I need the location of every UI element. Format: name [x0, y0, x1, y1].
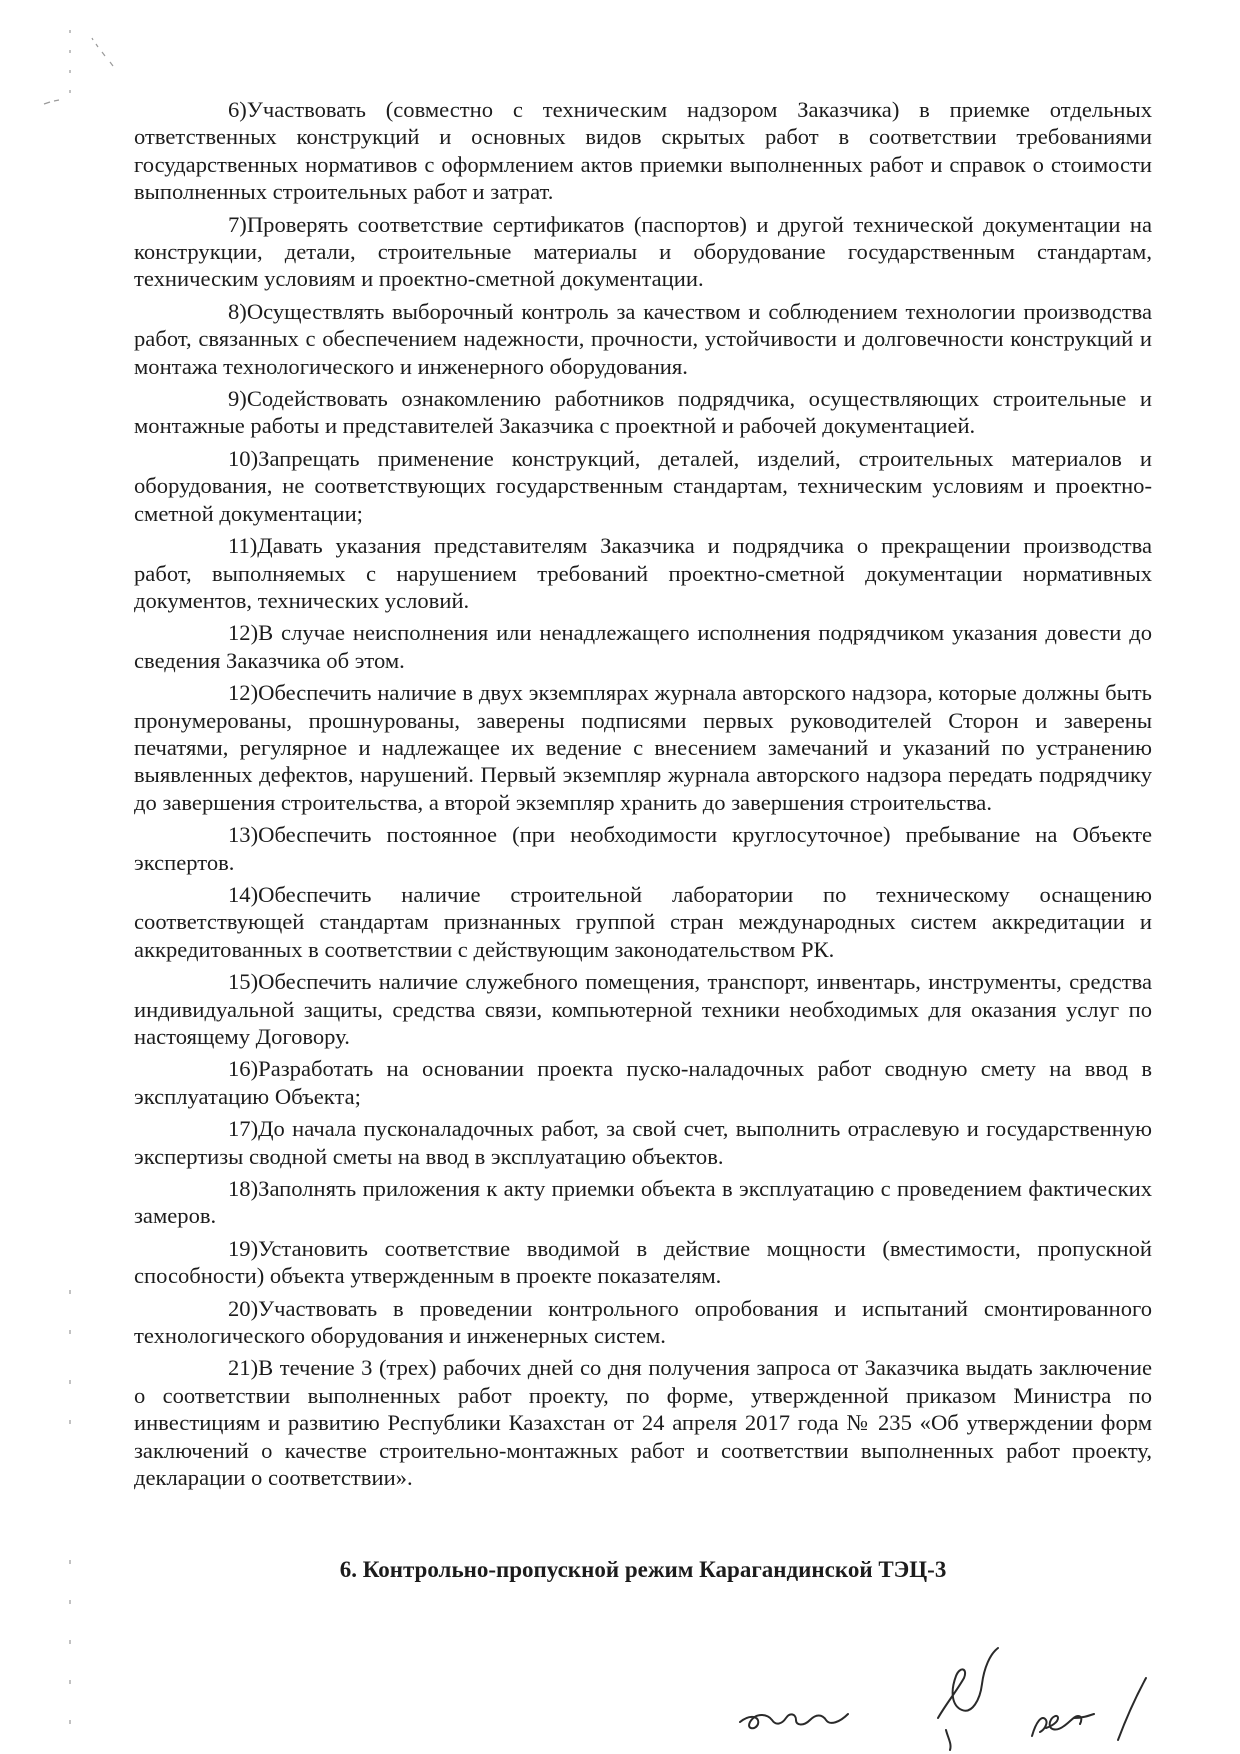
clause-text: Разработать на основании проекта пуско-наладочных работ сводную смету на ввод в эксплуатацию Объекта;: [134, 1056, 1152, 1109]
clause-6: [134, 96, 1152, 206]
clause-text: Давать указания представителям Заказчика и подрядчика о прекращении производства работ, выполняемых с нарушением требований проектно-сметной документации нормативных документов, технических условий.: [134, 533, 1152, 613]
clause-number: 18): [228, 1176, 259, 1202]
clause-number: 17): [228, 1116, 259, 1142]
scan-margin-marks: [0, 0, 140, 1754]
clause-number: 10): [228, 445, 259, 471]
clause-text: Проверять соответствие сертификатов (паспортов) и другой технической документации на конструкции, детали, строительные материалы и оборудование государственным стандартам, техническим условиям и проектно-сметной документации.: [134, 211, 1152, 292]
signature-2: [938, 1648, 998, 1750]
clause-text: Участвовать (совместно с техническим надзором Заказчика) в приемке отдельных ответственных конструкций и основных видов скрытых работ в соответствии требованиями государственных нормативов с оформлением актов приемки выполненных работ и справок о стоимости выполненных строительных работ и затрат.: [134, 97, 1152, 205]
clause-number: 19): [228, 1235, 259, 1261]
clause-15: [134, 968, 1152, 1050]
clause-12a: [134, 619, 1152, 674]
clause-text: До начала пусконаладочных работ, за свой счет, выполнить отраслевую и государственную экспертизы сводной сметы на ввод в эксплуатацию объектов.: [134, 1116, 1152, 1169]
clause-number: 12): [228, 620, 259, 646]
clause-text: Запрещать применение конструкций, деталей, изделий, строительных материалов и оборудования, не соответствующих государственным стандартам, техническим условиям и проектно-сметной документации;: [134, 445, 1152, 526]
clause-number: 14): [228, 881, 259, 907]
clause-number: 15): [228, 969, 259, 995]
clause-number: 20): [228, 1295, 259, 1321]
clause-number: 11): [228, 533, 258, 559]
contract-clauses: [134, 96, 1152, 1497]
clause-18: [134, 1175, 1152, 1230]
clause-text: В течение 3 (трех) рабочих дней со дня получения запроса от Заказчика выдать заключение о соответствии выполненных работ проекту, по форме, утвержденной приказом Министра по инвестициям и развитию Республики Казахстан от 24 апреля 2017 года № 235 «Об утверждении форм заключений о качестве строительно-монтажных работ и соответствии выполненных работ проекту, декларации о соответствии».: [134, 1355, 1152, 1491]
clause-7: [134, 211, 1152, 293]
clause-9: [134, 385, 1152, 440]
clause-text: Обеспечить наличие служебного помещения, транспорт, инвентарь, инструменты, средства индивидуальной защиты, средства связи, компьютерной техники необходимых для оказания услуг по настоящему Договору.: [134, 969, 1152, 1049]
clause-8: [134, 298, 1152, 380]
clause-number: 7): [228, 211, 247, 237]
clause-text: Установить соответствие вводимой в действие мощности (вместимости, пропускной способности) объекта утвержденным в проекте показателям.: [134, 1235, 1152, 1289]
clause-number: 9): [228, 386, 247, 412]
clause-text: Обеспечить постоянное (при необходимости круглосуточное) пребывание на Объекте экспертов.: [134, 822, 1152, 875]
clause-number: 8): [228, 298, 247, 324]
clause-17: [134, 1115, 1152, 1170]
clause-number: 21): [228, 1355, 259, 1381]
clause-text: В случае неисполнения или ненадлежащего исполнения подрядчиком указания довести до сведения Заказчика об этом.: [134, 620, 1152, 673]
handwritten-signatures: [720, 1612, 1180, 1752]
clause-20: [134, 1295, 1152, 1350]
clause-12b: [134, 679, 1152, 816]
clause-21: [134, 1354, 1152, 1491]
clause-text: Обеспечить наличие строительной лаборатории по техническому оснащению соответствующей стандартам признанных группой стран международных систем аккредитации и аккредитованных в соответствии с действующим законодательством РК.: [134, 881, 1152, 962]
clause-text: Участвовать в проведении контрольного опробования и испытаний смонтированного технологического оборудования и инженерных систем.: [134, 1295, 1152, 1349]
clause-13: [134, 821, 1152, 876]
clause-number: 12): [228, 680, 259, 706]
clause-number: 6): [228, 97, 247, 122]
clause-11: [134, 532, 1152, 614]
signature-1: [740, 1714, 848, 1728]
clause-text: Осуществлять выборочный контроль за качеством и соблюдением технологии производства работ, связанных с обеспечением надежности, прочности, устойчивости и долговечности конструкций и монтажа технологического и инженерного оборудования.: [134, 298, 1152, 379]
clause-text: Заполнять приложения к акту приемки объекта в эксплуатацию с проведением фактических замеров.: [134, 1176, 1152, 1229]
section-heading: 6. Контрольно-пропускной режим Карагандинской ТЭЦ-3: [339, 1557, 947, 1582]
clause-text: Обеспечить наличие в двух экземплярах журнала авторского надзора, которые должны быть пронумерованы, прошнурованы, заверены подписями первых руководителей Сторон и заверены печатями, регулярное и надлежащее их ведение с внесением замечаний и указаний по устранению выявленных дефектов, нарушений. Первый экземпляр журнала авторского надзора передать подрядчику до завершения строительства, а второй экземпляр хранить до завершения строительства.: [134, 680, 1152, 815]
clause-10: [134, 445, 1152, 527]
clause-14: [134, 881, 1152, 963]
signature-3: [1032, 1678, 1146, 1740]
clause-text: Содействовать ознакомлению работников подрядчика, осуществляющих строительные и монтажные работы и представителей Заказчика с проектной и рабочей документацией.: [134, 386, 1152, 439]
clause-number: 16): [228, 1056, 259, 1082]
clause-number: 13): [228, 822, 259, 848]
clause-19: [134, 1235, 1152, 1290]
clause-16: [134, 1055, 1152, 1110]
